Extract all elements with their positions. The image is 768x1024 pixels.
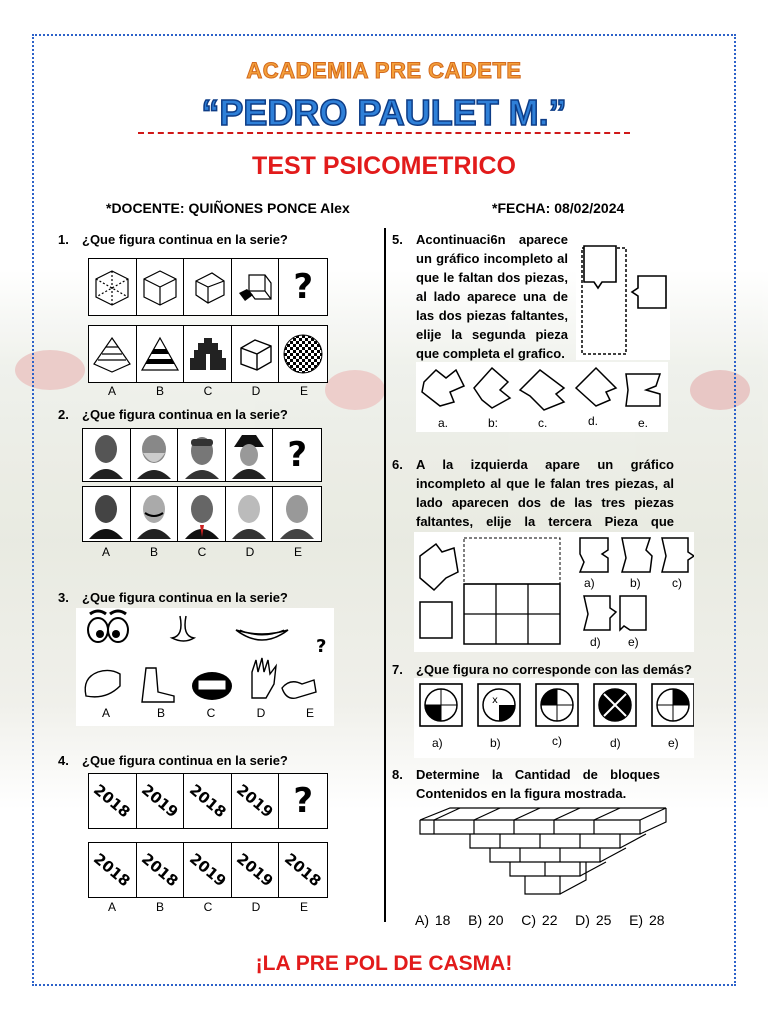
- option-letter: E: [293, 545, 302, 559]
- option-letter: D: [251, 900, 261, 914]
- option-label: a.: [438, 416, 449, 430]
- question-1: [58, 230, 288, 249]
- question-4: [58, 751, 288, 770]
- q2-series: [82, 428, 322, 482]
- q3-option-letters: [76, 706, 334, 720]
- foot-icon: [85, 670, 120, 696]
- q3-panel: [76, 608, 334, 726]
- date-label: *FECHA: 08/02/2024: [492, 200, 625, 216]
- question-text: ¿Que figura continua en la serie?: [82, 232, 288, 247]
- year-figure: 2018: [89, 774, 137, 828]
- question-number: 4.: [58, 753, 69, 768]
- circle-option: [478, 684, 520, 726]
- question-text: A la izquierda apare un gráfico incompleto al que le falan tres piezas, al lado aparecen dos de las tres piezas faltantes, elije la tercera Pieza que: [416, 457, 674, 529]
- svg-text:x: x: [492, 695, 498, 706]
- q8-answers: A) 18 B) 20 C) 22 D) 25 E) 28: [415, 912, 665, 928]
- option-figure[interactable]: [184, 326, 232, 382]
- piece-option: [474, 368, 510, 408]
- option-figure[interactable]: [279, 326, 327, 382]
- question-number: 2.: [58, 407, 69, 422]
- option-letter: D: [251, 384, 261, 398]
- option-letter: A: [101, 545, 110, 559]
- column-divider: [384, 228, 386, 922]
- q5-incomplete-graphic: [576, 238, 670, 360]
- option-letter: B: [149, 545, 158, 559]
- series-figure: [232, 259, 280, 315]
- option-letter: E: [305, 706, 314, 720]
- dashed-separator: [138, 132, 630, 134]
- option-letter: A: [107, 900, 116, 914]
- option-label: e): [668, 736, 679, 750]
- q4-option-letters: [88, 900, 328, 914]
- option-figure[interactable]: [232, 326, 280, 382]
- option-year[interactable]: 2019: [232, 843, 280, 897]
- question-7: [392, 660, 692, 679]
- option-label: d.: [588, 414, 599, 428]
- q6-panel: [414, 532, 694, 652]
- q2-options: [82, 486, 322, 542]
- q1-option-letters: [88, 384, 328, 398]
- option-figure[interactable]: [89, 326, 137, 382]
- portrait-figure: [131, 429, 179, 481]
- question-text: ¿Que figura no corresponde con las demás?: [416, 662, 692, 677]
- option-portrait[interactable]: [131, 487, 179, 541]
- arm-icon: [282, 680, 316, 698]
- option-letter: B: [155, 900, 164, 914]
- year-figure: 2019: [137, 774, 185, 828]
- q4-series: [88, 773, 328, 829]
- option-portrait[interactable]: [83, 487, 131, 541]
- q1-series: [88, 258, 328, 316]
- option-letter: A: [107, 384, 116, 398]
- option-year[interactable]: 2018: [137, 843, 185, 897]
- option-letter: C: [203, 900, 213, 914]
- puzzle-piece: [420, 602, 452, 638]
- option-label: a): [432, 736, 443, 750]
- question-2: [58, 405, 288, 424]
- series-figure: [137, 259, 185, 315]
- q7-panel: [414, 678, 694, 758]
- q5-options: [416, 362, 668, 432]
- series-figure: [184, 259, 232, 315]
- series-figure: [89, 259, 137, 315]
- option-letter: C: [203, 384, 213, 398]
- question-number: 6.: [392, 457, 403, 472]
- piece-option: [576, 368, 616, 406]
- circle-option: [420, 684, 462, 726]
- q4-options: [88, 842, 328, 898]
- option-year[interactable]: 2018: [281, 849, 326, 891]
- question-number: 1.: [58, 232, 69, 247]
- question-text: ¿Que figura continua en la serie?: [82, 407, 288, 422]
- hand-icon: [252, 658, 276, 698]
- option-portrait[interactable]: [226, 487, 274, 541]
- option-portrait[interactable]: [273, 487, 321, 541]
- piece-option: [626, 374, 660, 406]
- option-label: e): [628, 635, 639, 649]
- option-letter: D: [256, 706, 266, 720]
- circle-option: [594, 684, 636, 726]
- year-figure: 2018: [184, 774, 232, 828]
- option-label: c): [672, 576, 682, 590]
- question-number: 8.: [392, 767, 403, 782]
- series-question: ?: [293, 781, 314, 821]
- option-year[interactable]: 2018: [89, 843, 137, 897]
- academy-title: ACADEMIA PRE CADETE: [246, 58, 522, 83]
- option-label: c): [552, 734, 562, 748]
- option-label: a): [584, 576, 595, 590]
- portrait-figure: [226, 429, 274, 481]
- series-question: ?: [287, 435, 308, 475]
- option-label: c.: [538, 416, 548, 430]
- nose-icon: [172, 616, 194, 641]
- piece-option: [520, 370, 564, 410]
- eyes-icon: [88, 611, 128, 642]
- question-text: ¿Que figura continua en la serie?: [82, 753, 288, 768]
- series-question: ?: [293, 267, 314, 307]
- question-5: [392, 230, 568, 363]
- option-year[interactable]: 2019: [184, 843, 232, 897]
- leg-icon: [142, 668, 174, 702]
- option-letter: E: [299, 900, 308, 914]
- option-letter: C: [197, 545, 207, 559]
- option-label: d): [610, 736, 621, 750]
- option-label: b): [630, 576, 641, 590]
- option-letter: D: [245, 545, 255, 559]
- option-label: d): [590, 635, 601, 649]
- question-number: 5.: [392, 232, 403, 247]
- year-figure: 2019: [232, 774, 280, 828]
- option-letter: C: [206, 706, 216, 720]
- option-label: b): [490, 736, 501, 750]
- portrait-figure: [83, 429, 131, 481]
- svg-text:?: ?: [316, 636, 327, 657]
- q1-options: [88, 325, 328, 383]
- question-number: 7.: [392, 662, 403, 677]
- question-text: Determine la Cantidad de bloques Contenidos en la figura mostrada.: [416, 767, 660, 801]
- option-label: b:: [488, 416, 499, 430]
- option-portrait[interactable]: [178, 487, 226, 541]
- piece-option: [422, 370, 464, 406]
- option-letter: B: [156, 706, 165, 720]
- option-figure[interactable]: [137, 326, 185, 382]
- circle-option: [652, 684, 694, 726]
- teacher-label: *DOCENTE: QUIÑONES PONCE Alex: [106, 200, 350, 216]
- test-title: TEST PSICOMETRICO: [252, 152, 516, 180]
- q8-blocks-figure: [410, 804, 680, 904]
- question-8: [392, 765, 660, 803]
- portrait-figure: [178, 429, 226, 481]
- question-number: 3.: [58, 590, 69, 605]
- footer-slogan: ¡LA PRE POL DE CASMA!: [255, 952, 513, 975]
- option-letter: E: [299, 384, 308, 398]
- option-letter: A: [101, 706, 110, 720]
- option-letter: B: [155, 384, 164, 398]
- question-3: [58, 588, 288, 607]
- academy-name: “PEDRO PAULET M.”: [201, 92, 567, 133]
- puzzle-piece: [420, 544, 458, 590]
- q2-option-letters: [82, 545, 322, 559]
- circle-option: [536, 684, 578, 726]
- option-label: e.: [638, 416, 649, 430]
- question-text: ¿Que figura continua en la serie?: [82, 590, 288, 605]
- question-text: Acontinuaci6n aparece un gráfico incompleto al que le faltan dos piezas, al lado aparece una de las dos piezas faltantes, elije la segunda pieza que completa el grafico.: [416, 232, 568, 361]
